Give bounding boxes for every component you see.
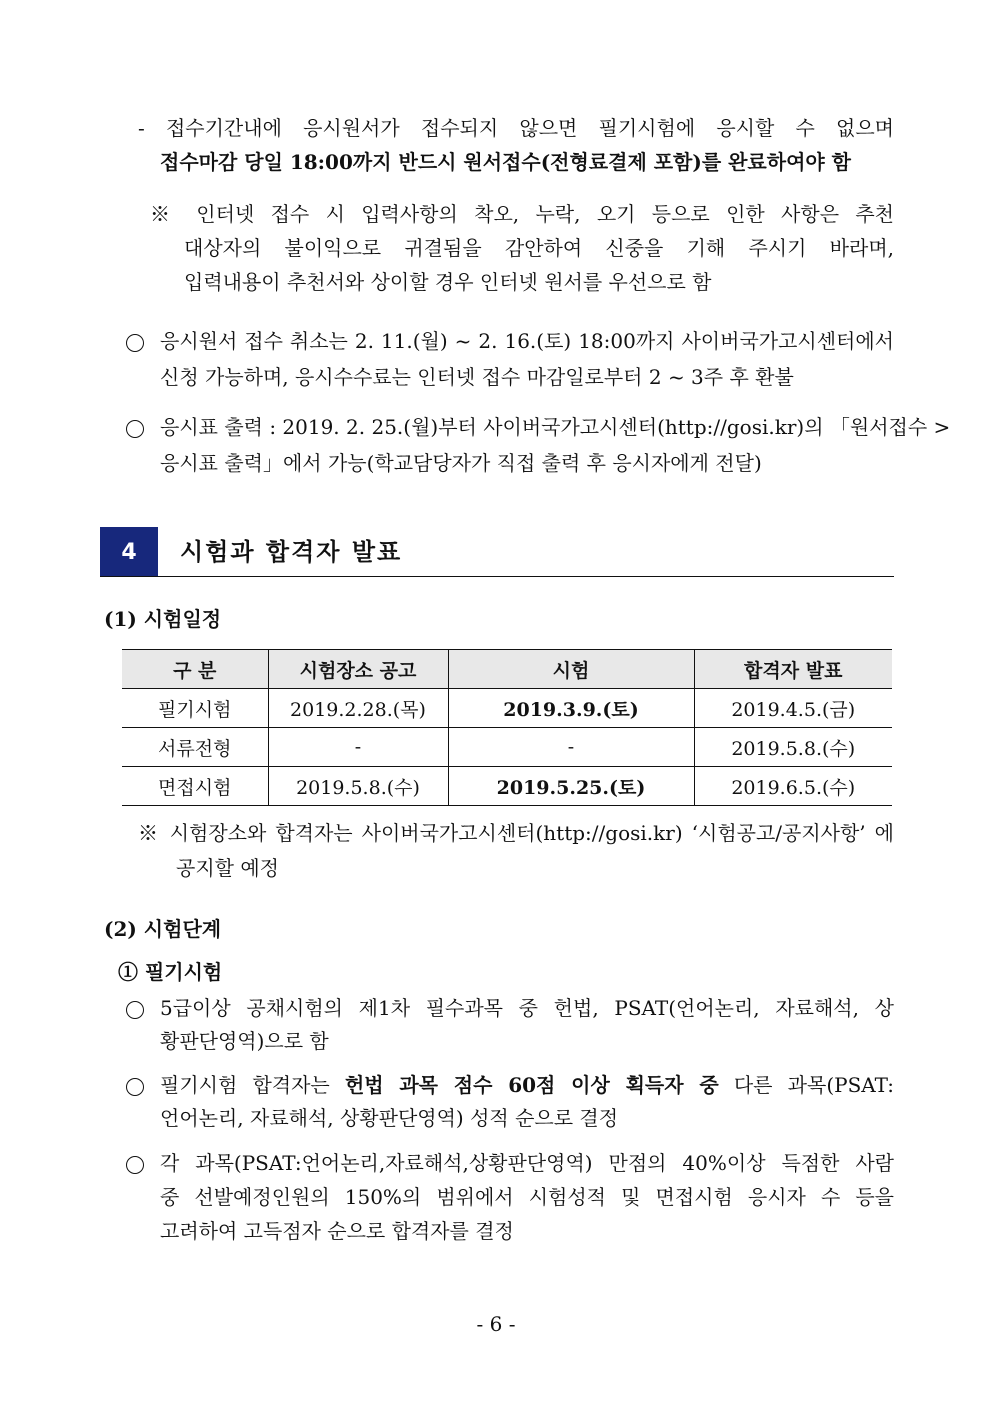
stage-bullet-3-line-1: 각 과목(PSAT:언어논리,자료해석,상황판단영역) 만점의 40%이상 득점한 사람	[160, 1151, 894, 1175]
table-cell: 서류전형	[122, 728, 268, 767]
page-number: - 6 -	[476, 1312, 516, 1336]
table-cell: 면접시험	[122, 767, 268, 806]
circle-bullet-icon	[126, 1156, 144, 1174]
note-line-3: 입력내용이 추천서와 상이할 경우 인터넷 원서를 우선으로 함	[184, 270, 712, 294]
table-cell: 2019.2.28.(목)	[268, 689, 448, 728]
stage-bullet-2-text: 다른 과목(PSAT:	[718, 1073, 894, 1097]
table-header-cell: 시험	[448, 650, 694, 689]
circle-bullet-icon	[126, 1001, 144, 1019]
schedule-table	[122, 649, 892, 806]
schedule-heading: (1) 시험일정	[104, 607, 222, 631]
stage-bullet-2-emphasis: 헌법 과목 점수 60점 이상 획득자 중	[344, 1073, 719, 1097]
stages-heading: (2) 시험단계	[104, 917, 222, 941]
table-cell: 필기시험	[122, 689, 268, 728]
table-cell: -	[268, 728, 448, 767]
print-line-2: 응시표 출력」에서 가능(학교담당자가 직접 출력 후 응시자에게 전달)	[160, 451, 762, 475]
section-number: 4	[100, 527, 158, 577]
dash-line-2: 접수마감 당일 18:00까지 반드시 원서접수(전형료결제 포함)를 완료하여야 함	[160, 150, 851, 174]
table-header-cell: 시험장소 공고	[268, 650, 448, 689]
note-line-2: 대상자의 불이익으로 귀결됨을 감안하여 신중을 기해 주시기 바라며,	[184, 236, 894, 260]
table-header-cell: 구 분	[122, 650, 268, 689]
cancel-line-1: 응시원서 접수 취소는 2. 11.(월) ~ 2. 16.(토) 18:00까지 사이버국가고시센터에서	[160, 329, 894, 353]
table-cell: 2019.3.9.(토)	[448, 689, 694, 728]
schedule-note-line-2: 공지할 예정	[176, 856, 279, 880]
table-header-cell: 합격자 발표	[694, 650, 892, 689]
table-row	[122, 767, 892, 806]
table-cell: 2019.5.25.(토)	[448, 767, 694, 806]
print-line-1: 응시표 출력 : 2019. 2. 25.(월)부터 사이버국가고시센터(http://gosi.kr)의 「원서접수 >	[160, 415, 951, 439]
table-cell: 2019.6.5.(수)	[694, 767, 892, 806]
table-cell: 2019.4.5.(금)	[694, 689, 892, 728]
stage-bullet-2-line-2: 언어논리, 자료해석, 상황판단영역) 성적 순으로 결정	[160, 1106, 619, 1130]
stage-bullet-3-line-3: 고려하여 고득점자 순으로 합격자를 결정	[160, 1219, 514, 1243]
stages-sub-heading: ① 필기시험	[118, 960, 223, 984]
stage-bullet-2-line-1	[160, 1070, 894, 1100]
circle-bullet-icon	[126, 1078, 144, 1096]
cancel-line-2: 신청 가능하며, 응시수수료는 인터넷 접수 마감일로부터 2 ~ 3주 후 환불	[160, 365, 794, 389]
stage-bullet-1-line-1: 5급이상 공채시험의 제1차 필수과목 중 헌법, PSAT(언어논리, 자료해석, 상	[160, 996, 894, 1020]
stage-bullet-3-line-2: 중 선발예정인원의 150%의 범위에서 시험성적 및 면접시험 응시자 수 등을	[160, 1185, 894, 1209]
stage-bullet-2-text: 필기시험 합격자는	[160, 1073, 345, 1097]
table-row	[122, 689, 892, 728]
table-row	[122, 728, 892, 767]
section-title: 시험과 합격자 발표	[180, 538, 403, 566]
section-divider	[100, 576, 894, 577]
table-cell: 2019.5.8.(수)	[694, 728, 892, 767]
table-cell: -	[448, 728, 694, 767]
dash-line-1: - 접수기간내에 응시원서가 접수되지 않으면 필기시험에 응시할 수 없으며	[138, 116, 894, 140]
circle-bullet-icon	[126, 420, 144, 438]
circle-bullet-icon	[126, 334, 144, 352]
table-cell: 2019.5.8.(수)	[268, 767, 448, 806]
note-line-1: ※ 인터넷 접수 시 입력사항의 착오, 누락, 오기 등으로 인한 사항은 추천	[150, 202, 894, 226]
table-header-row	[122, 650, 892, 689]
schedule-note-line-1: ※ 시험장소와 합격자는 사이버국가고시센터(http://gosi.kr) ‘시험공고/공지사항’ 에	[138, 821, 894, 845]
stage-bullet-1-line-2: 황판단영역)으로 함	[160, 1029, 329, 1053]
